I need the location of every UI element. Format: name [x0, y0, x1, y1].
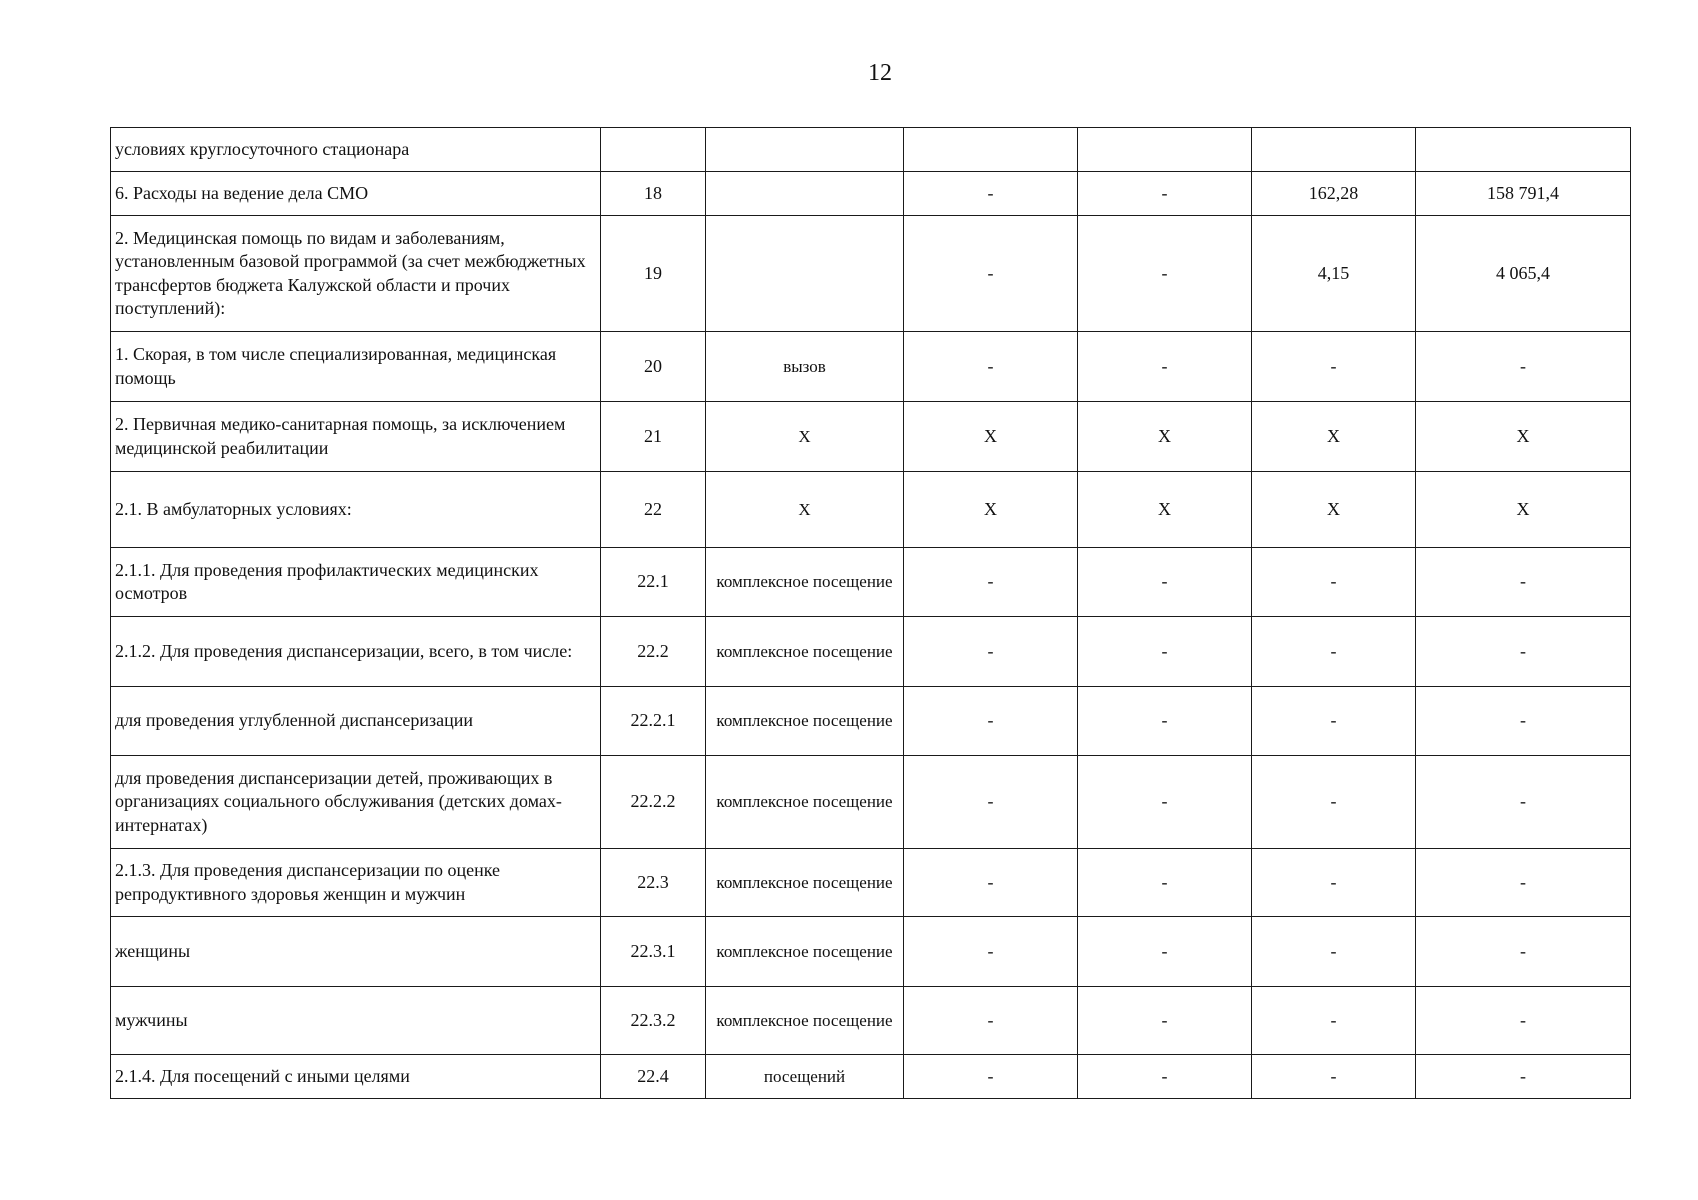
- row-value-7: -: [1416, 617, 1631, 687]
- data-table: [110, 127, 1631, 1099]
- row-value-6: -: [1252, 917, 1416, 987]
- row-value-6: -: [1252, 756, 1416, 849]
- row-value-7: Х: [1416, 472, 1631, 548]
- row-value-4: -: [904, 617, 1078, 687]
- row-value-6: -: [1252, 987, 1416, 1055]
- row-name: 2. Медицинская помощь по видам и заболеваниям, установленным базовой программой (за счет межбюджетных трансфертов бюджета Калужской области и прочих поступлений):: [111, 216, 601, 332]
- row-value-5: -: [1078, 687, 1252, 756]
- row-value-5: -: [1078, 987, 1252, 1055]
- row-line-number: 20: [601, 332, 706, 402]
- table-row: [111, 402, 1631, 472]
- row-value-4: -: [904, 756, 1078, 849]
- table-row: [111, 617, 1631, 687]
- row-value-6: 162,28: [1252, 172, 1416, 216]
- row-value-4: -: [904, 849, 1078, 917]
- row-name: 2.1.3. Для проведения диспансеризации по оценке репродуктивного здоровья женщин и мужчин: [111, 849, 601, 917]
- row-value-4: Х: [904, 402, 1078, 472]
- row-value-7: -: [1416, 917, 1631, 987]
- row-value-4: [904, 128, 1078, 172]
- row-value-6: -: [1252, 687, 1416, 756]
- row-value-5: [1078, 128, 1252, 172]
- row-value-5: -: [1078, 172, 1252, 216]
- table-row: [111, 987, 1631, 1055]
- row-value-7: [1416, 128, 1631, 172]
- row-value-6: Х: [1252, 402, 1416, 472]
- page-number: 12: [868, 60, 892, 86]
- row-line-number: 22.2.1: [601, 687, 706, 756]
- row-value-5: -: [1078, 756, 1252, 849]
- row-value-4: -: [904, 172, 1078, 216]
- row-value-7: -: [1416, 756, 1631, 849]
- row-line-number: 22.3.1: [601, 917, 706, 987]
- row-name: 2.1.4. Для посещений с иными целями: [111, 1055, 601, 1099]
- row-value-7: 158 791,4: [1416, 172, 1631, 216]
- row-value-7: -: [1416, 687, 1631, 756]
- row-value-7: -: [1416, 548, 1631, 617]
- row-unit: комплексное посещение: [706, 987, 904, 1055]
- row-line-number: 19: [601, 216, 706, 332]
- row-value-7: -: [1416, 1055, 1631, 1099]
- row-line-number: 22.3: [601, 849, 706, 917]
- row-unit: [706, 216, 904, 332]
- row-name: 2. Первичная медико-санитарная помощь, за исключением медицинской реабилитации: [111, 402, 601, 472]
- row-unit: [706, 172, 904, 216]
- row-unit: комплексное посещение: [706, 687, 904, 756]
- row-unit: вызов: [706, 332, 904, 402]
- row-value-6: -: [1252, 617, 1416, 687]
- row-value-6: -: [1252, 548, 1416, 617]
- row-value-4: -: [904, 216, 1078, 332]
- row-value-5: -: [1078, 849, 1252, 917]
- row-value-5: -: [1078, 1055, 1252, 1099]
- row-value-4: -: [904, 548, 1078, 617]
- row-value-7: -: [1416, 849, 1631, 917]
- row-value-5: -: [1078, 216, 1252, 332]
- row-name: женщины: [111, 917, 601, 987]
- row-value-7: -: [1416, 332, 1631, 402]
- row-value-6: 4,15: [1252, 216, 1416, 332]
- row-unit: Х: [706, 402, 904, 472]
- row-unit: [706, 128, 904, 172]
- table-row: [111, 216, 1631, 332]
- row-line-number: 22.1: [601, 548, 706, 617]
- row-name: 2.1.1. Для проведения профилактических медицинских осмотров: [111, 548, 601, 617]
- row-value-5: Х: [1078, 472, 1252, 548]
- table-row: [111, 128, 1631, 172]
- row-line-number: 22.2: [601, 617, 706, 687]
- row-value-7: -: [1416, 987, 1631, 1055]
- row-line-number: 22.3.2: [601, 987, 706, 1055]
- table-row: [111, 756, 1631, 849]
- table-row: [111, 332, 1631, 402]
- table-row: [111, 472, 1631, 548]
- row-name: для проведения углубленной диспансеризации: [111, 687, 601, 756]
- row-name: 2.1.2. Для проведения диспансеризации, всего, в том числе:: [111, 617, 601, 687]
- row-value-5: -: [1078, 617, 1252, 687]
- table-row: [111, 917, 1631, 987]
- row-unit: комплексное посещение: [706, 617, 904, 687]
- row-unit: комплексное посещение: [706, 917, 904, 987]
- row-line-number: 21: [601, 402, 706, 472]
- table-row: [111, 172, 1631, 216]
- row-name: 1. Скорая, в том числе специализированная, медицинская помощь: [111, 332, 601, 402]
- row-value-6: [1252, 128, 1416, 172]
- row-value-5: Х: [1078, 402, 1252, 472]
- row-name: для проведения диспансеризации детей, проживающих в организациях социального обслуживания (детских домах-интернатах): [111, 756, 601, 849]
- row-unit: комплексное посещение: [706, 849, 904, 917]
- row-line-number: [601, 128, 706, 172]
- row-unit: Х: [706, 472, 904, 548]
- row-value-6: -: [1252, 1055, 1416, 1099]
- row-value-4: Х: [904, 472, 1078, 548]
- row-value-7: Х: [1416, 402, 1631, 472]
- row-value-4: -: [904, 987, 1078, 1055]
- row-unit: комплексное посещение: [706, 756, 904, 849]
- table-row: [111, 849, 1631, 917]
- row-value-4: -: [904, 332, 1078, 402]
- row-value-4: -: [904, 687, 1078, 756]
- row-name: 2.1. В амбулаторных условиях:: [111, 472, 601, 548]
- table-row: [111, 687, 1631, 756]
- row-line-number: 22.2.2: [601, 756, 706, 849]
- table-row: [111, 548, 1631, 617]
- row-value-6: -: [1252, 332, 1416, 402]
- row-line-number: 22: [601, 472, 706, 548]
- row-name: условиях круглосуточного стационара: [111, 128, 601, 172]
- row-value-5: -: [1078, 917, 1252, 987]
- row-value-5: -: [1078, 332, 1252, 402]
- row-value-4: -: [904, 917, 1078, 987]
- row-value-4: -: [904, 1055, 1078, 1099]
- row-name: 6. Расходы на ведение дела СМО: [111, 172, 601, 216]
- row-value-5: -: [1078, 548, 1252, 617]
- row-unit: комплексное посещение: [706, 548, 904, 617]
- row-value-6: Х: [1252, 472, 1416, 548]
- table-row: [111, 1055, 1631, 1099]
- row-unit: посещений: [706, 1055, 904, 1099]
- row-line-number: 18: [601, 172, 706, 216]
- row-value-6: -: [1252, 849, 1416, 917]
- row-line-number: 22.4: [601, 1055, 706, 1099]
- row-name: мужчины: [111, 987, 601, 1055]
- row-value-7: 4 065,4: [1416, 216, 1631, 332]
